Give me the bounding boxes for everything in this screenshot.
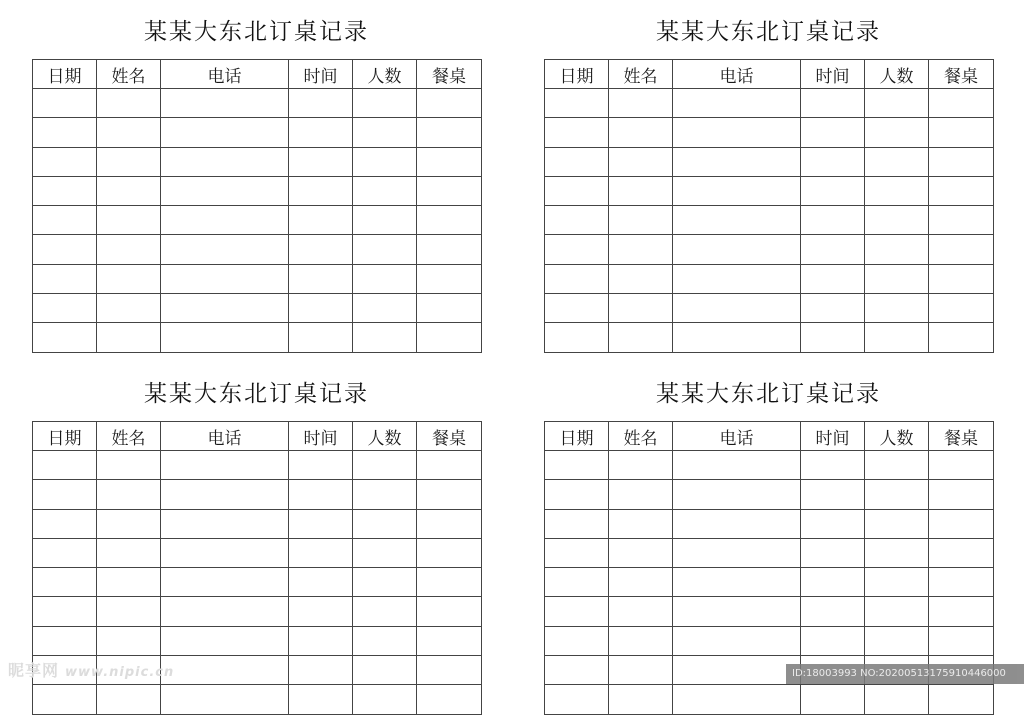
cell-phone [161,235,289,264]
cell-name [609,206,673,235]
cell-guests [353,509,417,538]
cell-table [417,685,482,714]
table-row [545,323,994,352]
column-header-table: 餐桌 [929,422,994,451]
cell-table [929,147,994,176]
column-header-date: 日期 [545,60,609,89]
table-row [33,176,482,205]
cell-guests [353,538,417,567]
reservation-table [544,59,994,353]
column-header-date: 日期 [33,60,97,89]
cell-guests [865,264,929,293]
cell-phone [673,206,801,235]
cell-date [545,323,609,352]
cell-guests [865,176,929,205]
cell-time [289,509,353,538]
record-panel-top-right [544,12,993,344]
cell-time [289,538,353,567]
cell-phone [161,294,289,323]
cell-name [97,509,161,538]
cell-guests [353,89,417,118]
cell-name [97,568,161,597]
cell-guests [353,118,417,147]
column-header-guests: 人数 [865,422,929,451]
table-row [33,89,482,118]
cell-phone [673,538,801,567]
cell-date [33,685,97,714]
cell-phone [673,451,801,480]
panel-title: 某某大东北订桌记录 [144,381,369,407]
cell-phone [673,176,801,205]
cell-date [545,176,609,205]
cell-table [929,685,994,714]
cell-time [801,568,865,597]
cell-phone [161,206,289,235]
cell-guests [865,509,929,538]
cell-phone [673,294,801,323]
cell-time [289,597,353,626]
table-row [33,451,482,480]
cell-time [801,597,865,626]
cell-time [289,89,353,118]
cell-table [929,568,994,597]
cell-table [929,480,994,509]
cell-date [545,206,609,235]
watermark-url: www.nipic.cn [65,665,175,680]
cell-name [609,89,673,118]
cell-guests [865,294,929,323]
table-row [545,118,994,147]
cell-phone [161,656,289,685]
cell-time [801,451,865,480]
cell-date [545,264,609,293]
table-row [545,538,994,567]
cell-table [929,597,994,626]
cell-guests [353,176,417,205]
cell-time [289,451,353,480]
panel-title: 某某大东北订桌记录 [656,19,881,45]
table-header-row [33,422,482,451]
cell-name [609,235,673,264]
cell-guests [353,235,417,264]
table-row [545,626,994,655]
cell-name [609,480,673,509]
cell-time [801,323,865,352]
cell-name [609,509,673,538]
cell-phone [161,509,289,538]
panel-title: 某某大东北订桌记录 [144,19,369,45]
cell-phone [161,176,289,205]
cell-date [33,538,97,567]
cell-date [545,626,609,655]
column-header-time: 时间 [289,422,353,451]
panel-title: 某某大东北订桌记录 [656,381,881,407]
cell-date [33,626,97,655]
cell-time [289,323,353,352]
table-row [545,147,994,176]
cell-date [545,235,609,264]
column-header-phone: 电话 [673,422,801,451]
cell-time [801,264,865,293]
cell-name [97,89,161,118]
cell-table [417,597,482,626]
cell-phone [673,509,801,538]
cell-time [289,235,353,264]
cell-date [33,206,97,235]
cell-phone [161,568,289,597]
reservation-table [32,59,482,353]
cell-guests [865,451,929,480]
cell-table [929,294,994,323]
cell-name [97,206,161,235]
table-row [33,323,482,352]
cell-name [97,685,161,714]
cell-name [609,597,673,626]
table-row [545,264,994,293]
cell-time [801,509,865,538]
table-row [33,480,482,509]
cell-phone [161,323,289,352]
cell-name [97,176,161,205]
cell-time [289,118,353,147]
cell-table [417,89,482,118]
cell-table [417,626,482,655]
cell-name [97,538,161,567]
column-header-guests: 人数 [865,60,929,89]
column-header-guests: 人数 [353,60,417,89]
column-header-name: 姓名 [609,60,673,89]
cell-table [929,538,994,567]
cell-date [545,568,609,597]
cell-time [801,206,865,235]
cell-time [801,89,865,118]
cell-guests [353,323,417,352]
cell-guests [353,206,417,235]
cell-time [289,176,353,205]
cell-date [545,451,609,480]
column-header-name: 姓名 [97,422,161,451]
cell-table [929,509,994,538]
table-row [33,294,482,323]
cell-phone [673,264,801,293]
cell-table [417,235,482,264]
cell-date [33,176,97,205]
cell-table [417,656,482,685]
column-header-guests: 人数 [353,422,417,451]
cell-guests [353,685,417,714]
cell-date [545,480,609,509]
cell-table [929,323,994,352]
cell-table [929,206,994,235]
table-row [33,206,482,235]
cell-guests [865,685,929,714]
table-row [33,118,482,147]
cell-table [929,264,994,293]
cell-date [545,294,609,323]
column-header-name: 姓名 [609,422,673,451]
cell-guests [353,656,417,685]
cell-phone [673,235,801,264]
cell-phone [161,147,289,176]
cell-date [33,509,97,538]
cell-table [417,509,482,538]
cell-date [33,323,97,352]
cell-guests [865,480,929,509]
cell-phone [161,480,289,509]
column-header-time: 时间 [289,60,353,89]
cell-name [97,235,161,264]
table-row [545,235,994,264]
column-header-phone: 电话 [161,60,289,89]
cell-phone [161,118,289,147]
watermark-brand-name: 昵享网 [8,661,60,680]
cell-name [97,597,161,626]
cell-guests [865,118,929,147]
cell-phone [673,118,801,147]
column-header-date: 日期 [545,422,609,451]
cell-time [289,480,353,509]
cell-guests [353,626,417,655]
cell-phone [673,656,801,685]
cell-date [545,118,609,147]
cell-phone [673,685,801,714]
cell-phone [673,147,801,176]
cell-name [97,118,161,147]
cell-table [417,451,482,480]
cell-time [801,626,865,655]
cell-phone [673,89,801,118]
cell-guests [865,597,929,626]
cell-name [97,451,161,480]
table-row [33,568,482,597]
column-header-time: 时间 [801,422,865,451]
cell-name [609,451,673,480]
cell-guests [353,264,417,293]
cell-name [609,264,673,293]
table-header-row [545,422,994,451]
cell-time [801,480,865,509]
table-row [33,685,482,714]
cell-date [33,89,97,118]
cell-date [33,264,97,293]
cell-name [609,656,673,685]
cell-date [33,294,97,323]
table-row [33,597,482,626]
cell-date [33,118,97,147]
cell-time [801,147,865,176]
watermark-brand [8,658,174,681]
cell-guests [865,206,929,235]
cell-table [929,235,994,264]
cell-guests [865,538,929,567]
cell-phone [161,597,289,626]
cell-date [33,480,97,509]
cell-time [289,656,353,685]
table-row [33,509,482,538]
table-row [33,626,482,655]
cell-date [33,597,97,626]
cell-phone [161,264,289,293]
cell-date [33,235,97,264]
cell-name [609,294,673,323]
cell-time [801,685,865,714]
column-header-phone: 电话 [161,422,289,451]
cell-guests [353,294,417,323]
cell-time [801,538,865,567]
table-row [545,568,994,597]
cell-guests [865,323,929,352]
cell-phone [161,451,289,480]
column-header-table: 餐桌 [417,422,482,451]
column-header-time: 时间 [801,60,865,89]
cell-time [289,685,353,714]
cell-guests [865,568,929,597]
cell-guests [353,147,417,176]
table-row [545,294,994,323]
cell-name [609,685,673,714]
record-panel-top-left [32,12,481,344]
cell-guests [865,626,929,655]
cell-name [97,480,161,509]
cell-table [417,568,482,597]
watermark-id: ID:18003993 NO:20200513175910446000 [786,664,1024,684]
table-row [545,176,994,205]
cell-date [545,89,609,118]
table-row [33,264,482,293]
cell-table [929,118,994,147]
cell-phone [673,480,801,509]
cell-name [97,294,161,323]
table-row [545,451,994,480]
cell-time [801,118,865,147]
cell-name [97,264,161,293]
cell-table [929,626,994,655]
column-header-phone: 电话 [673,60,801,89]
cell-table [417,294,482,323]
table-row [545,509,994,538]
cell-table [929,451,994,480]
cell-date [545,656,609,685]
cell-table [929,89,994,118]
cell-guests [865,147,929,176]
table-header-row [545,60,994,89]
cell-table [417,206,482,235]
cell-name [97,626,161,655]
column-header-table: 餐桌 [929,60,994,89]
cell-name [609,118,673,147]
table-row [33,235,482,264]
cell-time [289,264,353,293]
table-row [33,538,482,567]
table-row [545,89,994,118]
cell-phone [161,626,289,655]
cell-date [33,451,97,480]
cell-name [609,147,673,176]
cell-phone [161,538,289,567]
record-panel-bottom-left [32,374,481,693]
cell-guests [353,568,417,597]
cell-guests [353,451,417,480]
record-panel-bottom-right [544,374,993,693]
cell-name [609,538,673,567]
cell-phone [161,685,289,714]
cell-table [417,480,482,509]
table-row [33,147,482,176]
cell-date [545,597,609,626]
cell-phone [673,626,801,655]
cell-time [289,626,353,655]
cell-table [417,323,482,352]
cell-time [289,147,353,176]
cell-table [417,147,482,176]
cell-table [417,118,482,147]
cell-table [417,264,482,293]
cell-phone [673,323,801,352]
cell-name [609,323,673,352]
cell-table [929,176,994,205]
cell-date [545,538,609,567]
cell-name [97,323,161,352]
table-row [545,597,994,626]
cell-name [609,568,673,597]
cell-name [609,626,673,655]
cell-guests [353,597,417,626]
cell-phone [161,89,289,118]
cell-table [417,176,482,205]
cell-guests [353,480,417,509]
cell-name [609,176,673,205]
column-header-table: 餐桌 [417,60,482,89]
cell-name [97,147,161,176]
cell-time [289,568,353,597]
cell-guests [865,89,929,118]
table-row [545,685,994,714]
cell-phone [673,597,801,626]
cell-date [545,509,609,538]
column-header-date: 日期 [33,422,97,451]
table-header-row [33,60,482,89]
cell-time [289,294,353,323]
cell-date [545,685,609,714]
column-header-name: 姓名 [97,60,161,89]
cell-table [417,538,482,567]
cell-date [545,147,609,176]
cell-time [801,176,865,205]
cell-phone [673,568,801,597]
cell-date [33,568,97,597]
table-row [545,480,994,509]
cell-time [289,206,353,235]
table-row [545,206,994,235]
cell-date [33,147,97,176]
cell-time [801,294,865,323]
cell-guests [865,235,929,264]
cell-time [801,235,865,264]
